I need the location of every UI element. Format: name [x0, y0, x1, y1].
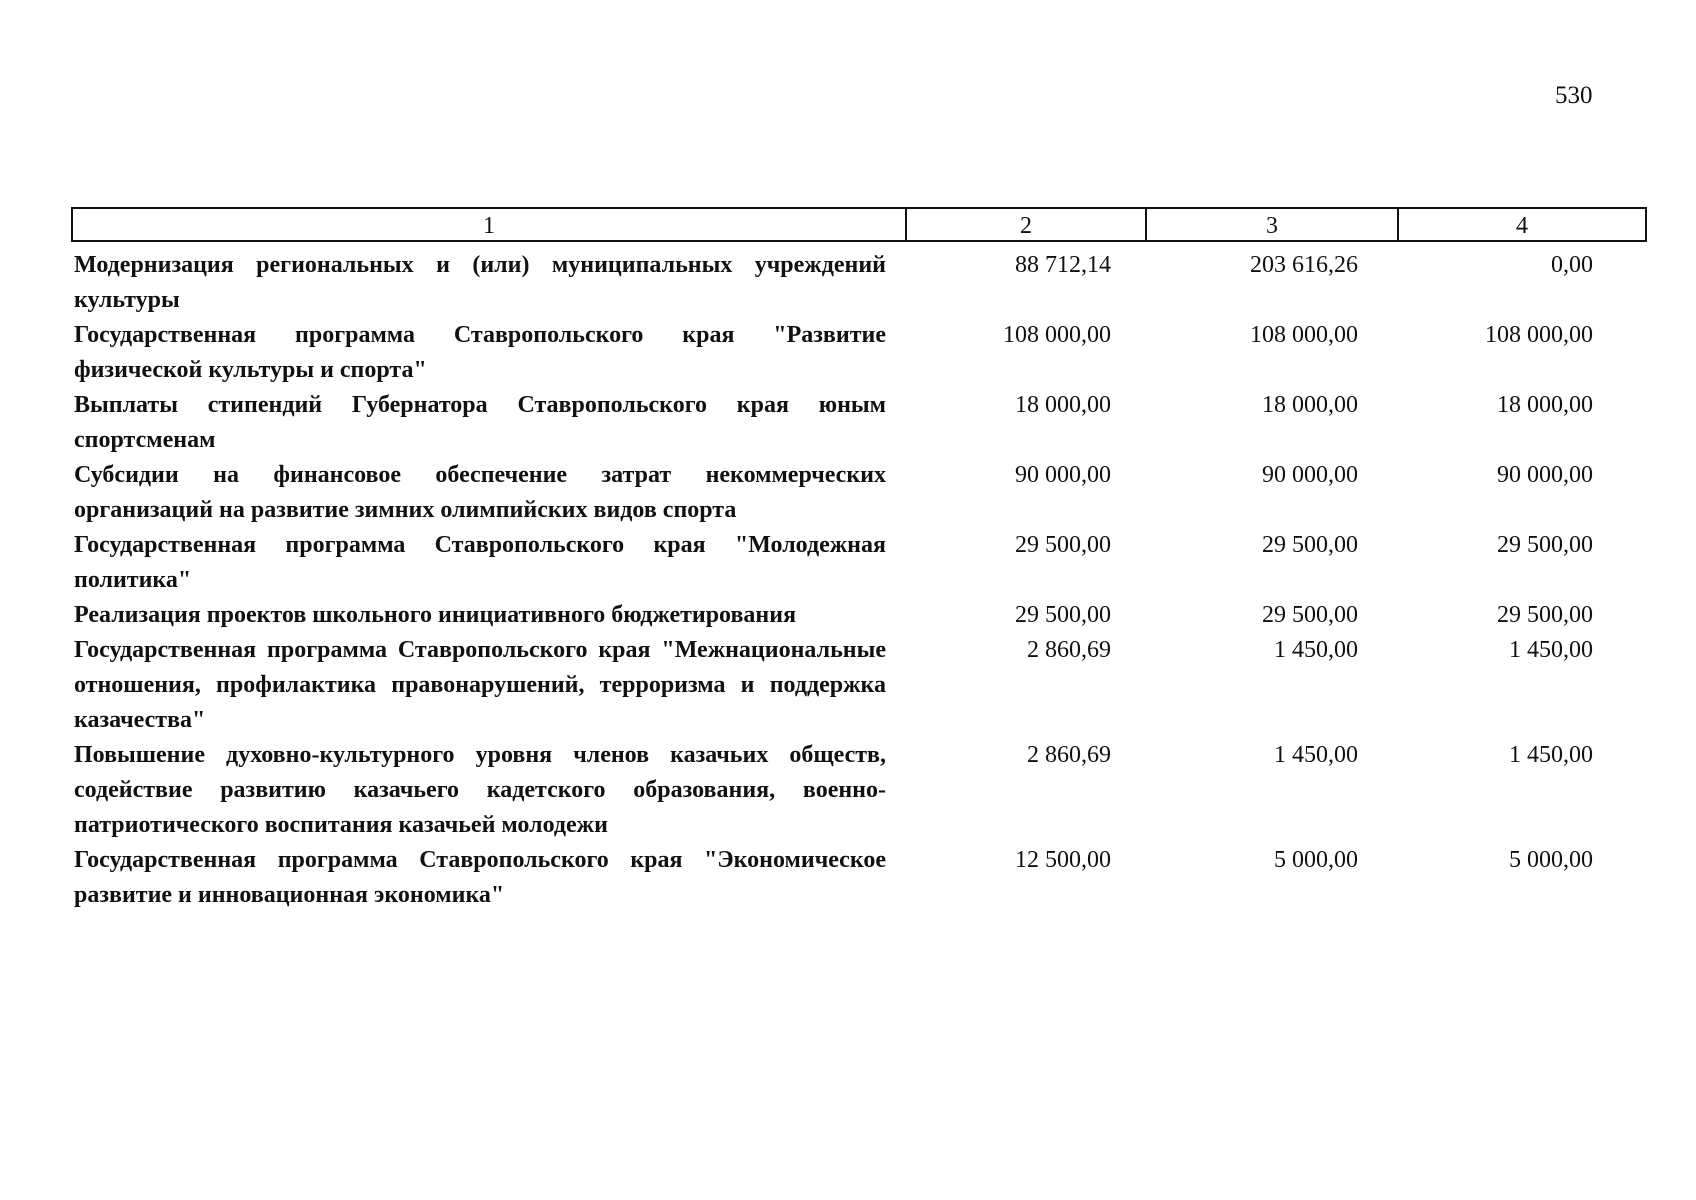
page-number: 530 — [1555, 82, 1593, 109]
row-value-col3: 203 616,26 — [1250, 252, 1358, 278]
row-value-col3: 108 000,00 — [1250, 322, 1358, 348]
row-value-col2: 90 000,00 — [1015, 462, 1111, 488]
row-value-col4: 1 450,00 — [1509, 742, 1593, 768]
row-value-col2: 18 000,00 — [1015, 392, 1111, 418]
row-description: Модернизация региональных и (или) муниципальных учреждений культуры — [74, 252, 886, 313]
row-value-col4: 18 000,00 — [1497, 392, 1593, 418]
row-value-col2: 29 500,00 — [1015, 532, 1111, 558]
row-description: Выплаты стипендий Губернатора Ставропольского края юным спортсменам — [74, 392, 886, 453]
row-description: Повышение духовно-культурного уровня членов казачьих обществ, содействие развитию казачьего кадетского образования, военно-патриотического воспитания казачьей молодежи — [74, 742, 886, 838]
row-value-col3: 1 450,00 — [1274, 742, 1358, 768]
row-description: Государственная программа Ставропольского края "Развитие физической культуры и спорта" — [74, 322, 886, 383]
table-row — [74, 528, 1634, 598]
row-value-col4: 90 000,00 — [1497, 462, 1593, 488]
row-value-col3: 1 450,00 — [1274, 637, 1358, 663]
row-value-col2: 108 000,00 — [1003, 322, 1111, 348]
row-value-col2: 12 500,00 — [1015, 847, 1111, 873]
column-header-2: 2 — [906, 208, 1146, 241]
row-description: Государственная программа Ставропольского края "Экономическое развитие и инновационная экономика" — [74, 847, 886, 908]
table-row — [74, 738, 1634, 843]
row-value-col3: 5 000,00 — [1274, 847, 1358, 873]
column-header-1: 1 — [72, 208, 906, 241]
table-row — [74, 458, 1634, 528]
column-header-4: 4 — [1398, 208, 1646, 241]
row-value-col2: 88 712,14 — [1015, 252, 1111, 278]
row-value-col4: 5 000,00 — [1509, 847, 1593, 873]
row-value-col2: 2 860,69 — [1027, 742, 1111, 768]
row-value-col3: 18 000,00 — [1262, 392, 1358, 418]
row-value-col4: 1 450,00 — [1509, 637, 1593, 663]
table-body — [74, 248, 1634, 913]
row-value-col4: 29 500,00 — [1497, 602, 1593, 628]
table-row — [74, 248, 1634, 318]
table-row — [74, 598, 1634, 633]
column-header-table — [71, 207, 1647, 242]
row-value-col3: 29 500,00 — [1262, 532, 1358, 558]
row-value-col4: 0,00 — [1551, 252, 1593, 278]
row-value-col2: 29 500,00 — [1015, 602, 1111, 628]
column-header-3: 3 — [1146, 208, 1398, 241]
row-value-col4: 108 000,00 — [1485, 322, 1593, 348]
row-description: Реализация проектов школьного инициативного бюджетирования — [74, 602, 797, 628]
table-row — [74, 843, 1634, 913]
row-description: Государственная программа Ставропольского края "Межнациональные отношения, профилактика правонарушений, терроризма и поддержка казачества" — [74, 637, 886, 733]
row-value-col2: 2 860,69 — [1027, 637, 1111, 663]
table-row — [74, 633, 1634, 738]
table-row — [74, 388, 1634, 458]
row-value-col4: 29 500,00 — [1497, 532, 1593, 558]
table-row — [74, 318, 1634, 388]
row-value-col3: 29 500,00 — [1262, 602, 1358, 628]
row-description: Субсидии на финансовое обеспечение затрат некоммерческих организаций на развитие зимних олимпийских видов спорта — [74, 462, 886, 523]
row-value-col3: 90 000,00 — [1262, 462, 1358, 488]
row-description: Государственная программа Ставропольского края "Молодежная политика" — [74, 532, 886, 593]
